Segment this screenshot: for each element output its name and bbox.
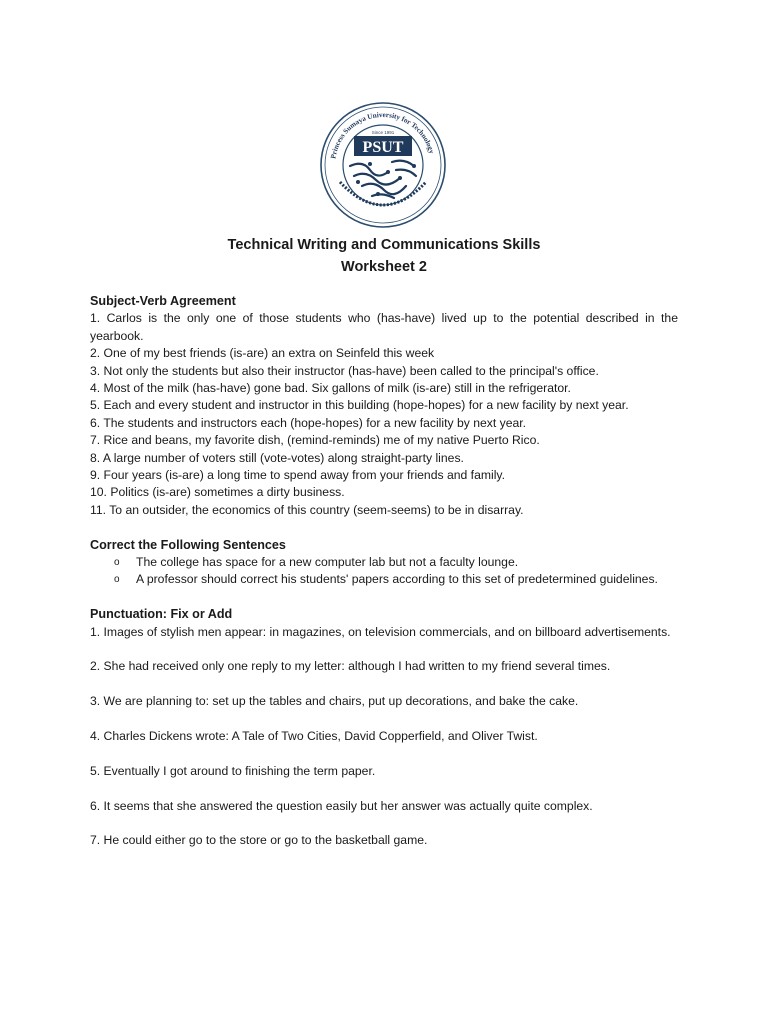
svg-text:Since 1991: Since 1991 [371,130,395,135]
list-item: 3. We are planning to: set up the tables and chairs, put up decorations, and bake the cake. [90,694,579,709]
list-item: 2. She had received only one reply to my letter: although I had written to my friend several times. [90,659,611,674]
list-item [90,571,678,588]
psut-logo [318,100,448,230]
document-title: Technical Writing and Communications Skills [227,237,541,253]
worksheet-title: Worksheet 2 [341,259,427,275]
list-item: 1. Images of stylish men appear: in magazines, on television commercials, and on billboard advertisements. [90,624,671,639]
list-item: 4. Charles Dickens wrote: A Tale of Two Cities, David Copperfield, and Oliver Twist. [90,729,538,744]
list-item: 8. A large number of voters still (vote-votes) along straight-party lines. [90,450,464,465]
svg-text:Princess Sumaya University for: Princess Sumaya University for Technology [329,110,436,160]
list-item-text: The college has space for a new computer lab but not a faculty lounge. [136,555,519,570]
list-item: 9. Four years (is-are) a long time to spend away from your friends and family. [90,468,505,483]
list-item: 2. One of my best friends (is-are) an extra on Seinfeld this week [90,346,435,361]
psut-seal-graphic [318,100,448,230]
list-item: 6. The students and instructors each (hope-hopes) for a new facility by next year. [90,415,527,430]
section-heading-subject-verb: Subject-Verb Agreement [90,294,236,308]
worksheet-content [90,293,678,850]
section-heading-punctuation: Punctuation: Fix or Add [90,607,233,622]
list-item: 7. He could either go to the store or go to the basketball game. [90,833,428,848]
list-item: 7. Rice and beans, my favorite dish, (remind-reminds) me of my native Puerto Rico. [90,433,540,448]
list-item: 5. Eventually I got around to finishing the term paper. [90,763,376,778]
bullet-icon: o [114,557,120,569]
title-block [0,234,768,278]
list-item: 5. Each and every student and instructor in this building (hope-hopes) for a new facility by next year. [90,398,629,413]
list-item-text: A professor should correct his students' papers according to this set of predetermined guidelines. [136,572,658,587]
list-item: 11. To an outsider, the economics of this country (seem-seems) to be in disarray. [90,502,524,517]
svg-text:PSUT: PSUT [362,139,404,156]
bullet-icon: o [114,574,120,586]
list-item: 10. Politics (is-are) sometimes a dirty business. [90,485,345,500]
bullet-list [90,554,678,589]
list-item: 1. Carlos is the only one of those students who (has-have) lived up to the potential described in the yearbook. [90,311,678,343]
section-heading-correct-sentences: Correct the Following Sentences [90,537,286,552]
list-item [90,554,678,571]
list-item: 3. Not only the students but also their instructor (has-have) been called to the principal's office. [90,363,599,378]
list-item: 4. Most of the milk (has-have) gone bad. Six gallons of milk (is-are) still in the refrigerator. [90,381,571,396]
list-item: 6. It seems that she answered the question easily but her answer was actually quite complex. [90,798,593,813]
